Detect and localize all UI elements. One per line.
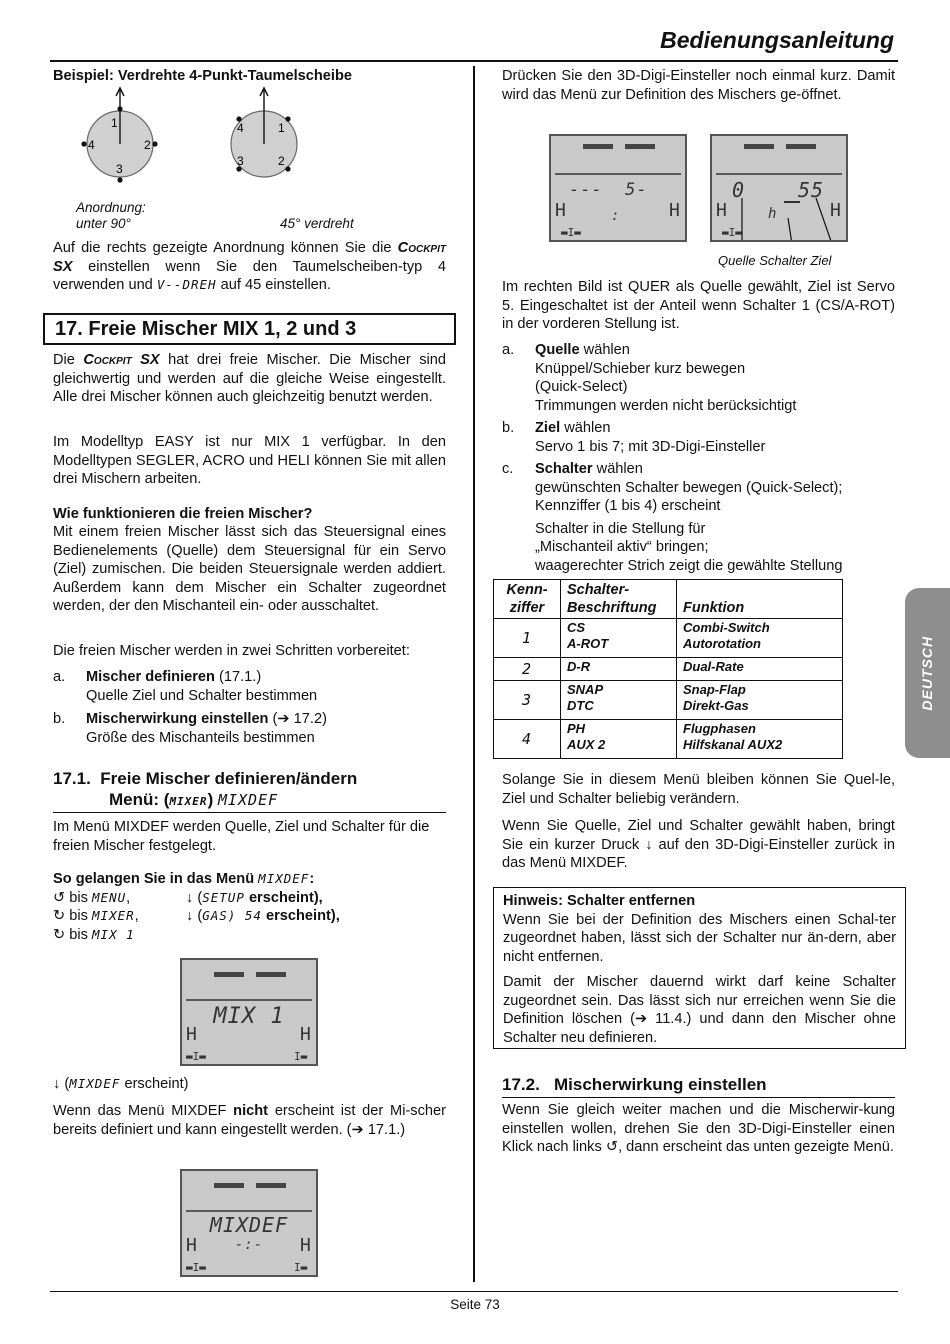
nav-step-2: ↻ bis MIXER, ↓ (GAS) 54 erscheint),	[53, 908, 340, 924]
paragraph-mixer-effect: Wenn Sie gleich weiter machen und die Mischerwir-kung einstellen wollen, drehen Sie den 3D-Digi-Einsteller einen Klick nach links ↺, dann erscheint das unten gezeigte Menü.	[502, 1102, 895, 1155]
steps-list	[53, 668, 446, 747]
table-header: Kenn-ziffer	[494, 580, 561, 619]
svg-text:▬I▬: ▬I▬	[722, 226, 742, 239]
disc2-label-1: 1	[278, 121, 285, 135]
lcd-screen-defined: H H ▬I▬ 0 55 h	[710, 134, 848, 242]
list-item-target: b. Ziel wählen Servo 1 bis 7; mit 3D-Digi-Einsteller	[502, 420, 766, 455]
svg-text:H: H	[186, 1235, 197, 1256]
header-rule	[50, 60, 898, 62]
svg-text:H: H	[669, 200, 680, 221]
note-paragraph-2: Damit der Mischer dauernd wirkt darf keine Schalter zugeordnet sein. Das lässt sich nur erreichen wenn Sie die Definition löschen (➔ 11.4.) und dann den Mischer ohne Schalter neu definieren.	[503, 974, 896, 1046]
section-17-2-rule	[502, 1097, 895, 1098]
caption-45: 45° verdreht	[280, 216, 354, 231]
selection-list	[502, 341, 895, 575]
step-a: a. Mischer definieren (17.1.) Quelle Ziel und Schalter bestimmen	[53, 669, 318, 704]
paragraph-three-mixers: Die Cockpit SX hat drei freie Mischer. Die Mischer sind gleichwertig und werden auf die gleiche Weise eingestellt. Alle drei Mischer können auch gleichzeitig benutzt werden.	[53, 352, 446, 405]
svg-text:▬I▬: ▬I▬	[186, 1261, 206, 1274]
list-item-source: a. Quelle wählen Knüppel/Schieber kurz bewegen (Quick-Select) Trimmungen werden nicht berücksichtigt	[502, 342, 797, 414]
disc1-label-3: 3	[116, 162, 123, 176]
disc1-label-4: 4	[88, 138, 95, 152]
page-header-title: Bedienungsanleitung	[660, 27, 894, 53]
column-divider	[473, 66, 475, 1282]
table-row: 3 SNAP DTC Snap-Flap Direkt-Gas	[494, 681, 843, 720]
navigation-block	[53, 870, 446, 944]
step-b: b. Mischerwirkung einstellen (➔ 17.2) Größe des Mischanteils bestimmen	[53, 711, 327, 746]
lcd-screen-mixdef: H H ▬I▬ I▬ MIXDEF -:-	[180, 1169, 318, 1277]
swashplate-diagram-45	[218, 86, 318, 190]
table-header-row	[494, 580, 843, 619]
mixdef-appears-line: ↓ (MIXDEF erscheint)	[53, 1076, 189, 1092]
disc2-label-2: 2	[278, 154, 285, 168]
nav-step-3: ↻ bis MIX 1	[53, 926, 135, 943]
paragraph-return-mixdef: Wenn Sie Quelle, Ziel und Schalter gewählt haben, bringt Sie ein kurzer Druck ↓ auf den 3D-Digi-Einsteller zurück in das Menü MIXDEF.	[502, 818, 896, 871]
paragraph-model-types: Im Modelltyp EASY ist nur MIX 1 verfügbar. In den Modelltypen SEGLER, ACRO und HELI können Sie mit allen drei Mischern arbeiten.	[53, 434, 446, 487]
svg-text:H: H	[186, 1024, 197, 1045]
table-header: Funktion	[677, 580, 843, 619]
lcd-screen-mix1: H H ▬I▬ I▬ MIX 1	[180, 958, 318, 1066]
paragraph-not-appear: Wenn das Menü MIXDEF nicht erscheint ist der Mi-scher bereits definiert und kann eingestellt werden. (➔ 17.1.)	[53, 1103, 446, 1138]
paragraph-press-again: Drücken Sie den 3D-Digi-Einsteller noch einmal kurz. Damit wird das Menü zur Definition des Mischers ge-öffnet.	[502, 68, 895, 103]
list-item-switch: c. Schalter wählen gewünschten Schalter bewegen (Quick-Select); Kennziffer (1 bis 4) erscheint	[502, 461, 843, 514]
section-17-2-heading: 17.2. Mischerwirkung einstellen	[502, 1075, 767, 1094]
disc2-label-4: 4	[237, 121, 244, 135]
table-header: Schalter-Beschriftung	[561, 580, 677, 619]
swashplate-diagram-90	[74, 86, 174, 190]
lcd-caption: Quelle Schalter Ziel	[718, 253, 832, 268]
svg-text:▬I▬: ▬I▬	[186, 1050, 206, 1063]
disc2-label-3: 3	[237, 154, 244, 168]
svg-text:H: H	[830, 200, 841, 221]
table-row: 2 D-R Dual-Rate	[494, 658, 843, 681]
switch-table	[493, 579, 843, 759]
table-row: 4 PH AUX 2 Flugphasen Hilfskanal AUX2	[494, 720, 843, 759]
how-it-works-title: Wie funktionieren die freien Mischer?	[53, 506, 313, 522]
nav-title: So gelangen Sie in das Menü MIXDEF:	[53, 871, 315, 887]
svg-text:H: H	[716, 200, 727, 221]
note-paragraph-1: Wenn Sie bei der Definition des Mischers einen Schal-ter zugeordnet haben, lässt sich der Schalter nur än-dern, aber nicht entfernen.	[503, 911, 896, 965]
section-17-heading: 17. Freie Mischer MIX 1, 2 und 3	[43, 313, 456, 345]
caption-arrangement: Anordnung:	[76, 200, 146, 215]
footer-rule	[50, 1291, 898, 1292]
lcd-screen-empty: H H ▬I▬ --- 5- :	[549, 134, 687, 242]
table-row: 1 CS A-ROT Combi-Switch Autorotation	[494, 619, 843, 658]
paragraph-two-steps: Die freien Mischer werden in zwei Schritten vorbereitet:	[53, 643, 410, 659]
svg-text:H: H	[300, 1235, 311, 1256]
nav-step-1: ↺ bis MENU, ↓ (SETUP erscheint),	[53, 889, 323, 906]
language-tab: DEUTSCH	[905, 588, 950, 758]
svg-text:I▬: I▬	[294, 1261, 308, 1274]
svg-text:H: H	[300, 1024, 311, 1045]
svg-text:▬I▬: ▬I▬	[561, 226, 581, 239]
paragraph-mixdef: Im Menü MIXDEF werden Quelle, Ziel und Schalter für die freien Mischer festgelegt.	[53, 819, 430, 854]
section-17-1-rule	[53, 812, 446, 813]
page-number: Seite 73	[450, 1297, 500, 1312]
caption-90: unter 90°	[76, 216, 131, 231]
example-title: Beispiel: Verdrehte 4-Punkt-Taumelscheibe	[53, 68, 352, 84]
how-it-works-text: Mit einem freien Mischer lässt sich das Steuersignal eines Bedienelements (Quelle) dem Steuersignal für ein Servo (Ziel) zumischen. Die beiden Steuersignale werden addiert. Außerdem kann dem Mischer ein Schalter zugeordnet werden, der den Mischanteil ein- oder ausschaltet.	[53, 524, 446, 614]
note-title: Hinweis: Schalter entfernen	[503, 893, 696, 909]
disc1-label-1: 1	[111, 116, 118, 130]
svg-text:H: H	[555, 200, 566, 221]
section-17-1-heading: 17.1. Freie Mischer definieren/ändern Menü: (MIXER) MIXDEF	[53, 769, 358, 809]
paragraph-right-image: Im rechten Bild ist QUER als Quelle gewählt, Ziel ist Servo 5. Eingeschaltet ist der Anteil wenn Schalter 1 (CS/A-ROT) in der vorderen Stellung ist.	[502, 279, 895, 332]
list-item-switch-extra: Schalter in die Stellung für „Mischanteil aktiv“ bringen; waagerechter Strich zeigt die gewählte Stellung	[535, 520, 843, 574]
svg-text:I▬: I▬	[294, 1050, 308, 1063]
paragraph-swashplate: Auf die rechts gezeigte Anordnung können Sie die Cockpit SX einstellen wenn Sie den Taumelscheiben-typ 4 verwenden und V--DREH auf 45 einstellen.	[53, 240, 446, 293]
paragraph-change-anytime: Solange Sie in diesem Menü bleiben können Sie Quel-le, Ziel und Schalter beliebig verändern.	[502, 772, 895, 807]
note-box	[493, 887, 906, 1049]
disc1-label-2: 2	[144, 138, 151, 152]
